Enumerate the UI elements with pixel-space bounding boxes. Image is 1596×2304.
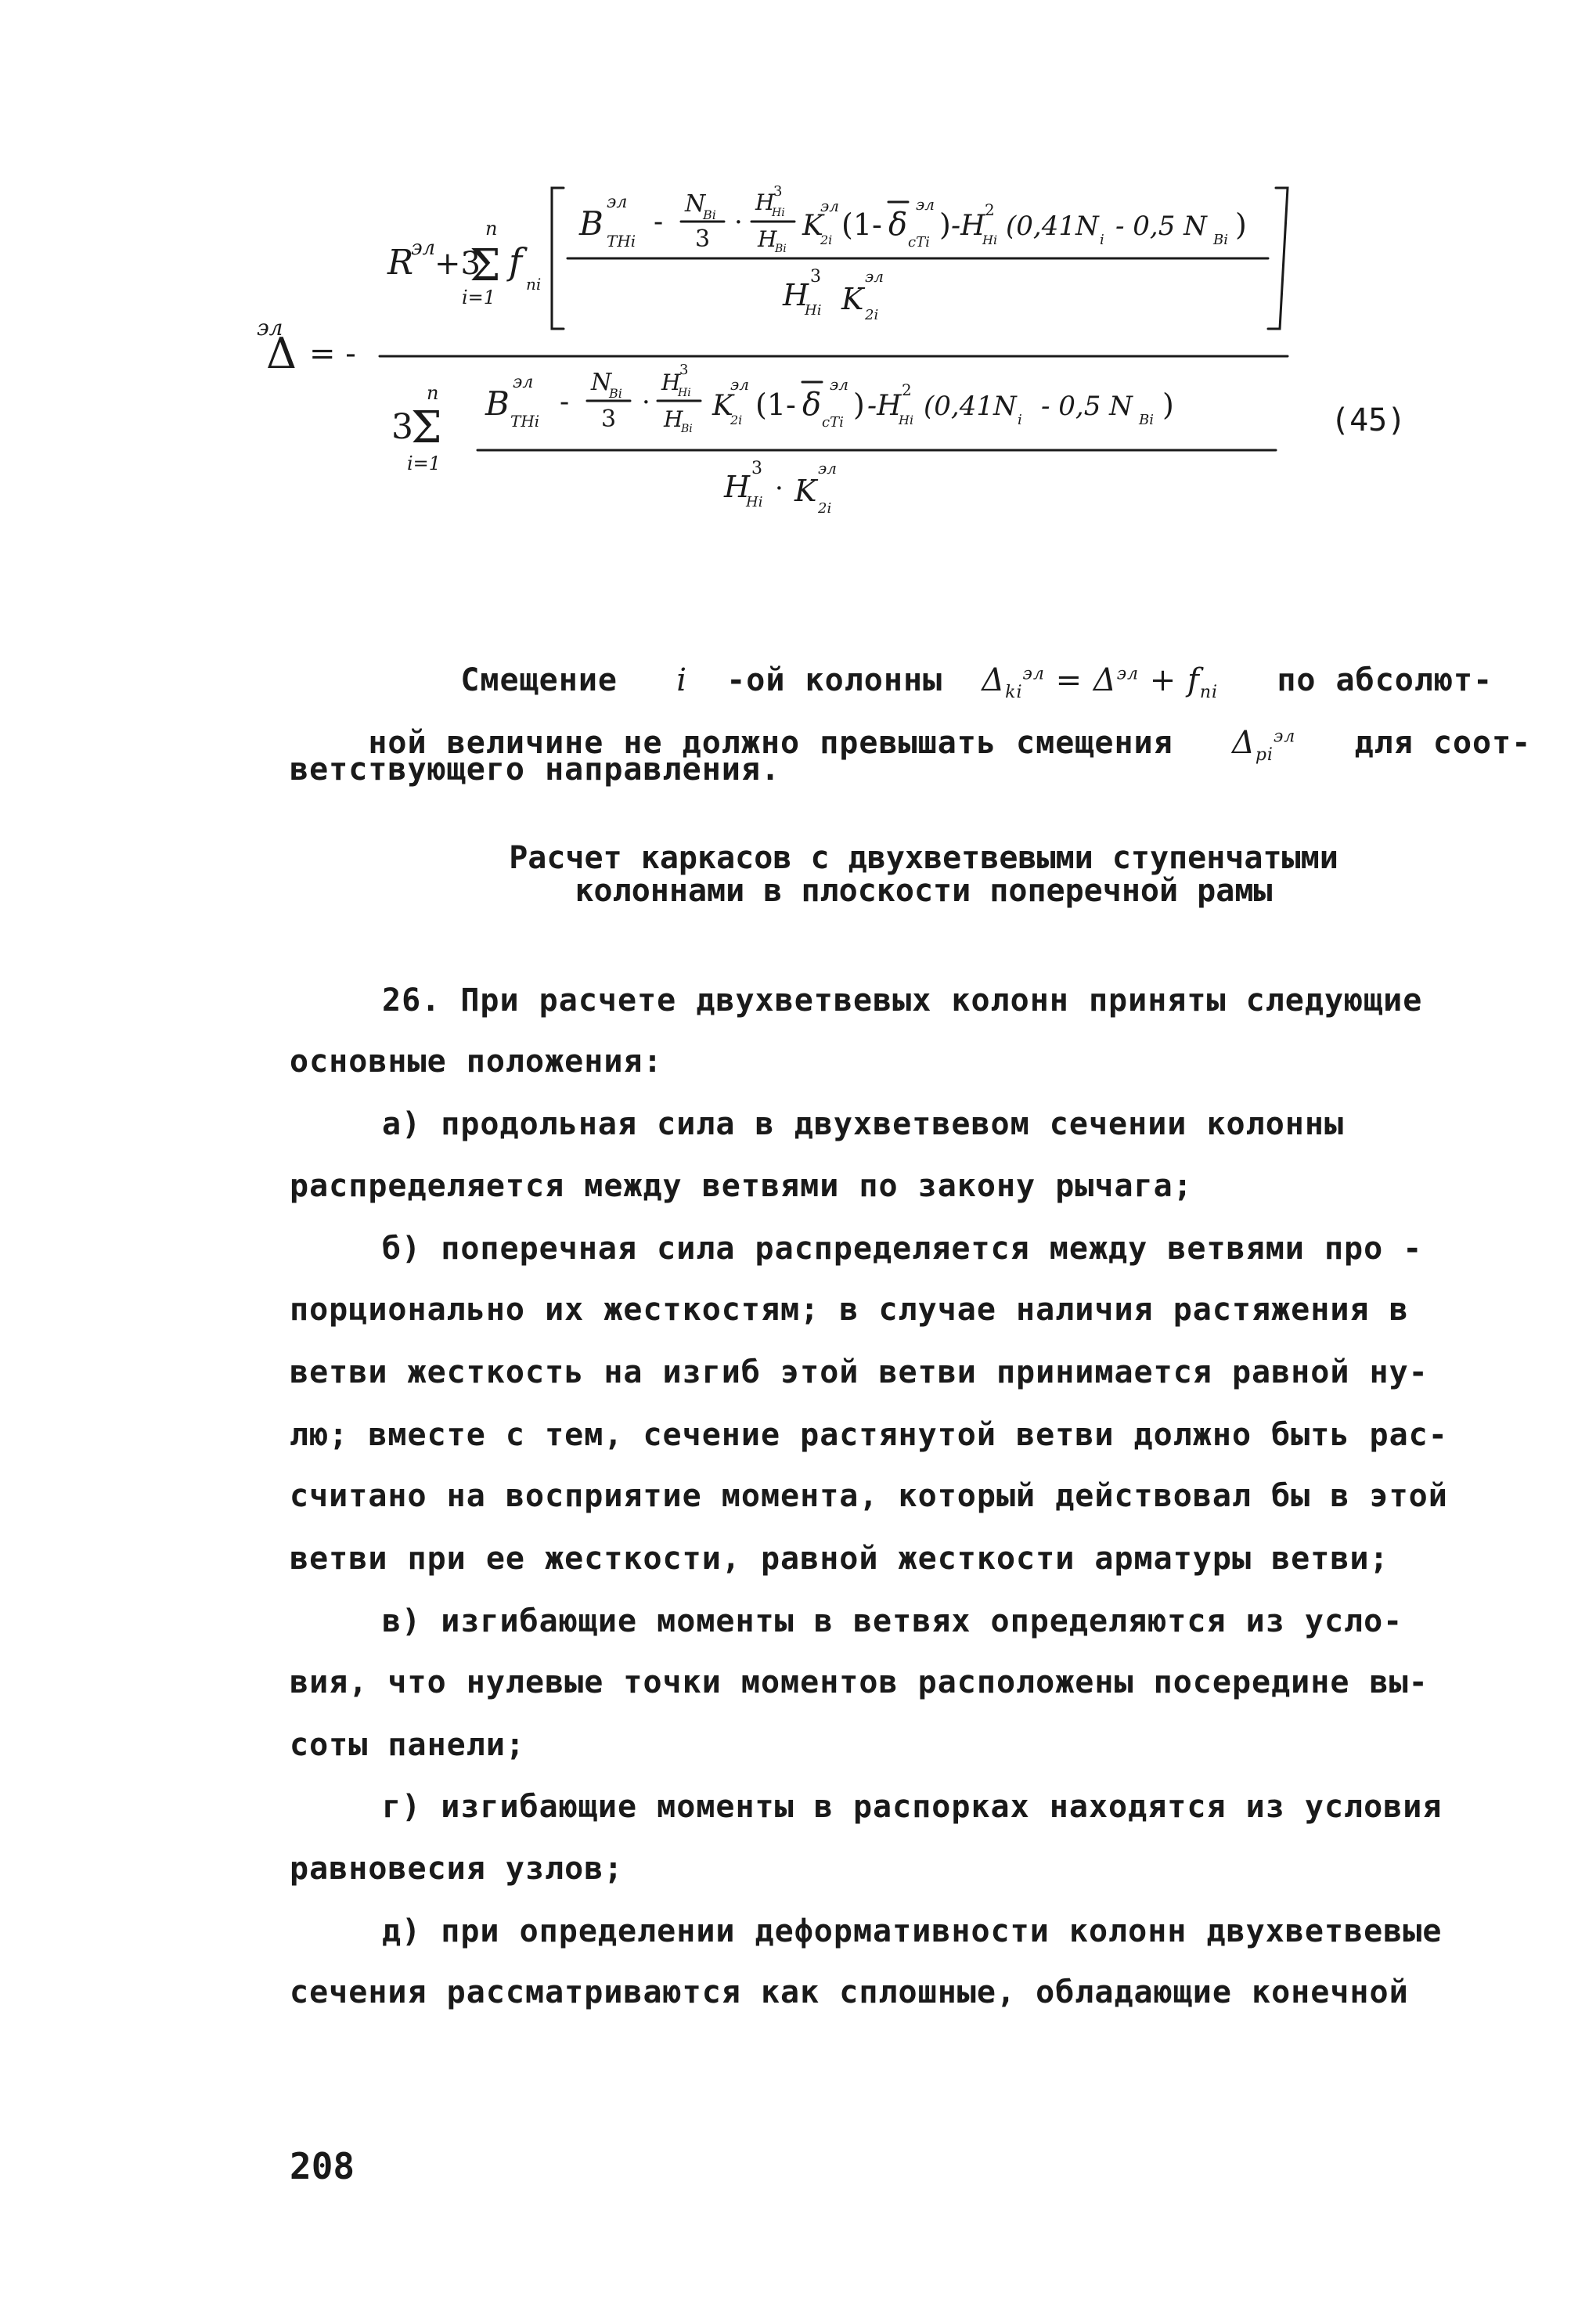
section-heading-line-2: колоннами в плоскости поперечной рамы [575, 873, 1273, 909]
den-den-dot: · [775, 473, 784, 504]
para-line-3: а) продольная сила в двухветвевом сечении колонны [382, 1106, 1345, 1142]
den-sum-symbol: Σ [411, 402, 442, 453]
den-K-sub: 2i [730, 413, 743, 427]
inner-delta: δ [888, 207, 908, 243]
den-tail2-sub: Bi [1139, 412, 1154, 428]
den-sum-bottom: i=1 [407, 453, 441, 474]
den-N-den: 3 [601, 406, 617, 433]
den-B: B [485, 384, 510, 423]
den-K-sup: эл [730, 375, 749, 394]
para-line-2: основные положения: [290, 1044, 663, 1080]
den-dot1: · [642, 387, 650, 418]
den-Hfrac-num: H [661, 370, 681, 395]
para-line-7: ветви жесткость на изгиб этой ветви принимается равной ну- [290, 1354, 1428, 1390]
inner-B: B [579, 204, 603, 243]
para-line-10: ветви при ее жесткости, равной жесткости арматуры ветви; [290, 1541, 1389, 1577]
page-number: 208 [290, 2145, 355, 2187]
bracket-open [552, 188, 564, 329]
inner-Hfrac-den: H [758, 226, 777, 252]
inner-tail-sub: i [1100, 232, 1104, 248]
inner-dot1: · [734, 207, 743, 238]
inner-den-K-sub: 2i [865, 307, 879, 323]
den-three: 3 [391, 407, 413, 447]
para-line-16: д) при определении деформативности колонн двухветвевые [382, 1913, 1443, 1949]
den-Hfrac-num-sup: 3 [679, 362, 689, 378]
den-tail2: - 0,5 N [1041, 391, 1133, 422]
den-minus1: - [560, 386, 570, 418]
den-H2-sup: 2 [902, 380, 912, 399]
den-K: K [712, 390, 733, 422]
inner-paren-close: ) [939, 207, 951, 242]
den-B-sub: THi [510, 412, 540, 431]
inner-Hfrac-num: H [755, 189, 775, 215]
inner-den-K-sup: эл [865, 267, 884, 286]
para-line-15: равновесия узлов; [290, 1851, 624, 1887]
inner-K: K [802, 210, 823, 242]
inner-B-sub: THi [607, 232, 636, 251]
inner-den-H-sup: 3 [810, 267, 821, 287]
para-line-14: г) изгибающие моменты в распорках находятся из условия [382, 1789, 1443, 1825]
formula-equals: = - [309, 336, 356, 372]
para-line-1: 26. При расчете двухветвевых колонн приняты следующие [382, 983, 1423, 1019]
inner-minus1: - [654, 206, 664, 238]
den-den-H-sup: 3 [751, 459, 762, 478]
inner-den-K: K [841, 282, 864, 316]
inner-N-sub: Bi [703, 207, 716, 222]
den-N-sub: Bi [609, 386, 622, 401]
index-i: i [676, 662, 688, 698]
inner-N-den: 3 [695, 225, 711, 253]
num-prefix: R [387, 243, 414, 283]
bracket-close [1268, 188, 1288, 329]
inner-tail2-sub: Bi [1213, 232, 1228, 248]
den-tail: (0,41N [924, 391, 1017, 422]
displacement-line2-end: для соот- [1354, 725, 1532, 761]
den-tail-close: ) [1162, 388, 1174, 422]
den-den-K-sub: 2i [818, 500, 832, 517]
den-H2: -H [867, 390, 902, 422]
formula-lhs-sup: эл [257, 315, 283, 341]
delta-pi: $\Delta_{pi}^{эл}$ [1231, 725, 1296, 765]
displacement-column: -ой колонны [726, 662, 943, 698]
den-Hfrac-den-sub: Bi [681, 423, 693, 435]
den-den-H-sub: Hi [746, 494, 763, 510]
inner-delta-sup: эл [916, 195, 935, 214]
section-heading [438, 842, 1409, 907]
para-line-4: распределяется между ветвями по закону рычага; [290, 1168, 1193, 1204]
inner-tail: (0,41N [1006, 211, 1099, 242]
num-f: f [509, 240, 523, 283]
den-Hfrac-num-sub: Hi [678, 387, 691, 399]
inner-delta-sub: cTi [908, 234, 930, 251]
inner-den-H-sub: Hi [805, 302, 822, 319]
formula-45 [235, 141, 1519, 532]
den-delta-sup: эл [830, 375, 848, 394]
displacement-word: Смещение [460, 662, 618, 698]
den-den-K: K [794, 474, 817, 508]
den-sum-top: n [427, 382, 439, 404]
para-line-8: лю; вместе с тем, сечение растянутой ветви должно быть рас- [290, 1417, 1448, 1453]
inner-H2-sup: 2 [985, 200, 995, 219]
inner-H2: -H [951, 210, 985, 242]
para-line-12: вия, что нулевые точки моментов расположены посередине вы- [290, 1664, 1428, 1700]
den-delta: δ [802, 387, 822, 423]
section-heading-line-1: Расчет каркасов с двухветвевыми ступенчатыми [509, 840, 1338, 876]
inner-tail-close: ) [1235, 207, 1247, 242]
para-line-13: соты панели; [290, 1727, 525, 1763]
equation-number: (45) [1331, 402, 1407, 438]
den-B-sup: эл [513, 373, 534, 392]
inner-Hfrac-num-sub: Hi [772, 207, 785, 219]
den-H2-sub: Hi [899, 413, 914, 427]
num-f-sub: ni [526, 275, 542, 294]
inner-paren-open: (1- [841, 207, 882, 242]
inner-K-sub: 2i [820, 233, 833, 247]
den-paren-open: (1- [755, 388, 796, 422]
den-delta-sub: cTi [822, 414, 844, 431]
num-prefix-sup: эл [411, 236, 436, 260]
den-paren-close: ) [853, 388, 865, 422]
den-Hfrac-den: H [664, 406, 683, 432]
displacement-line2-text: ной величине не должно превышать смещения [368, 725, 1173, 761]
inner-tail2: - 0,5 N [1115, 211, 1207, 242]
inner-Hfrac-num-sup: 3 [773, 183, 783, 200]
num-plus3: +3 [434, 246, 481, 282]
delta-ki: $\Delta_{ki}^{эл} = \Delta^{эл} + f_{ni}$ [982, 662, 1219, 702]
den-N: N [591, 369, 612, 396]
para-line-6: порционально их жесткостям; в случае наличия растяжения в [290, 1292, 1409, 1328]
inner-N: N [685, 190, 706, 218]
displacement-line-3: ветствующего направления. [290, 752, 781, 788]
num-sum-bottom: i=1 [462, 287, 496, 308]
formula-lhs: Δ [266, 329, 297, 378]
inner-Hfrac-den-sub: Bi [775, 243, 787, 255]
inner-H2-sub: Hi [982, 233, 998, 247]
inner-K-sup: эл [820, 197, 839, 215]
den-den-H: H [724, 470, 751, 504]
num-sum-top: n [485, 218, 498, 240]
inner-B-sup: эл [607, 193, 628, 212]
para-line-5: б) поперечная сила распределяется между ветвями про - [382, 1231, 1423, 1267]
num-sum-symbol: Σ [470, 240, 501, 291]
displacement-absolute: по абсолют- [1277, 662, 1493, 698]
para-line-9: считано на восприятие момента, который действовал бы в этой [290, 1478, 1448, 1514]
den-den-K-sup: эл [818, 459, 837, 478]
para-line-11: в) изгибающие моменты в ветвях определяются из усло- [382, 1603, 1403, 1639]
para-line-17: сечения рассматриваются как сплошные, обладающие конечной [290, 1974, 1409, 2010]
inner-den-H: H [783, 278, 809, 312]
den-tail-sub: i [1018, 412, 1022, 428]
